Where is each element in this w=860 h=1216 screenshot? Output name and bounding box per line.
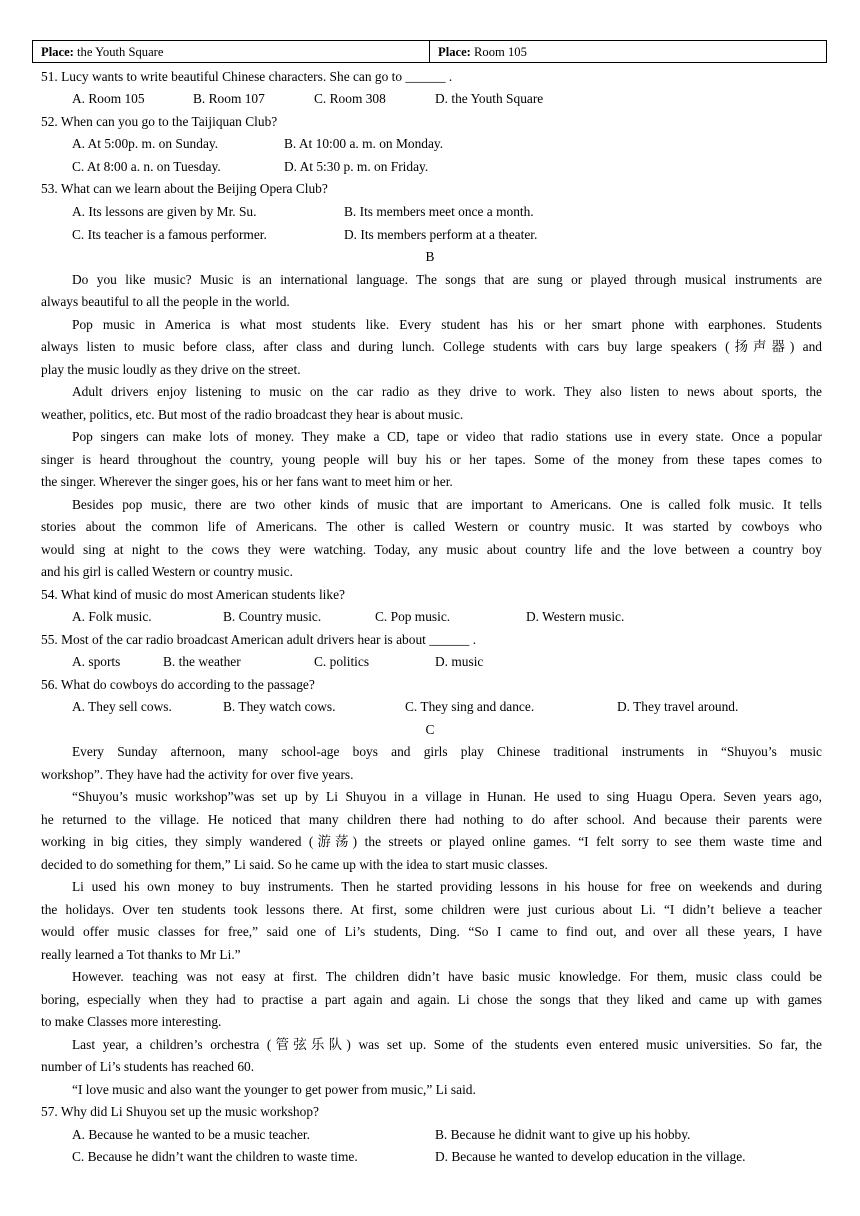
question-54-options: [0, 606, 860, 628]
passage-b-line: Adult drivers enjoy listening to music on the car radio as they drive to work. They also listen to news about sports, the: [72, 384, 822, 399]
option: A. Room 105: [72, 91, 145, 106]
question-52-options-row-1: [0, 133, 860, 155]
option: C. Room 308: [314, 91, 386, 106]
option: B. Country music.: [223, 609, 322, 624]
option: A. At 5:00p. m. on Sunday.: [72, 136, 219, 151]
question-55-options: [0, 651, 860, 673]
option: D. Its members perform at a theater.: [344, 227, 538, 242]
section-heading-c: C: [425, 722, 435, 737]
passage-c-line: Every Sunday afternoon, many school-age boys and girls play Chinese traditional instruments in “Shuyou’s music: [72, 744, 822, 759]
option: C. Pop music.: [375, 609, 451, 624]
passage-c-line: he returned to the village. He noticed that many children there had nothing to do after school. And because their parents were: [41, 812, 822, 827]
passage-b-line: always listen to music before class, after class and during lunch. College students with cars buy large speakers (扬声器) and: [41, 339, 822, 354]
option: B. They watch cows.: [223, 699, 336, 714]
option: D. the Youth Square: [435, 91, 544, 106]
option: D. They travel around.: [617, 699, 739, 714]
passage-b-line: Besides pop music, there are two other kinds of music that are important to Americans. One is called folk music. It tells: [72, 497, 822, 512]
option: A. They sell cows.: [72, 699, 172, 714]
option: B. the weather: [163, 654, 241, 669]
question-54-stem: 54. What kind of music do most American students like?: [41, 587, 345, 602]
passage-c-line: However. teaching was not easy at first. The children didn’t have basic music knowledge. For them, music class could be: [72, 969, 822, 984]
passage-b-line: and his girl is called Western or country music.: [41, 564, 293, 579]
option: B. At 10:00 a. m. on Monday.: [284, 136, 444, 151]
option: B. Its members meet once a month.: [344, 204, 534, 219]
passage-c-line: workshop”. They have had the activity for over five years.: [41, 767, 354, 782]
question-51-stem: 51. Lucy wants to write beautiful Chinese characters. She can go to ______ .: [41, 69, 453, 84]
passage-b-line: always beautiful to all the people in the world.: [41, 294, 290, 309]
option: C. They sing and dance.: [405, 699, 535, 714]
option: C. At 8:00 a. n. on Tuesday.: [72, 159, 221, 174]
passage-b-line: the singer. Wherever the singer goes, his or her fans want to meet him or her.: [41, 474, 453, 489]
passage-b-line: weather, politics, etc. But most of the radio broadcast they hear is about music.: [41, 407, 464, 422]
passage-c-line: boring, especially when they had to practise a part again and again. Li chose the songs that they liked and came up with games: [41, 992, 822, 1007]
passage-b-line: play the music loudly as they drive on the street.: [41, 362, 301, 377]
passage-c-line: would offer music classes for free,” said one of Li’s students, Ding. “So I came to find out, and over all these years, I have: [41, 924, 822, 939]
passage-c-line: really learned a Tot thanks to Mr Li.”: [41, 947, 241, 962]
option: D. Western music.: [526, 609, 625, 624]
question-56-options: [0, 696, 860, 718]
option: D. music: [435, 654, 484, 669]
place-table: [32, 40, 827, 63]
passage-c-line: to make Classes more interesting.: [41, 1014, 222, 1029]
question-51-options: [0, 88, 860, 110]
option: A. Folk music.: [72, 609, 152, 624]
option: C. Its teacher is a famous performer.: [72, 227, 267, 242]
passage-c-line: “I love music and also want the younger to get power from music,” Li said.: [72, 1082, 476, 1097]
passage-b-line: Pop singers can make lots of money. They make a CD, tape or video that radio stations use in every state. Once a popular: [72, 429, 822, 444]
question-55-stem: 55. Most of the car radio broadcast American adult drivers hear is about ______ .: [41, 632, 477, 647]
passage-b-line: would sing at night to the cows they were watching. Today, any music about country life and the love between a country boy: [41, 542, 822, 557]
passage-b-line: singer is heard throughout the country, young people will buy his or her tapes. Some of the money from these tapes comes to: [41, 452, 822, 467]
place-value: the Youth Square: [77, 45, 164, 59]
question-56-stem: 56. What do cowboys do according to the passage?: [41, 677, 315, 692]
passage-c-line: “Shuyou’s music workshop”was set up by Li Shuyou in a village in Hunan. He used to sing Huagu Opera. Seven years ago,: [72, 789, 822, 804]
option: B. Because he didnit want to give up his hobby.: [435, 1127, 691, 1142]
option: D. Because he wanted to develop education in the village.: [435, 1149, 746, 1164]
place-cell-right: [429, 41, 826, 62]
question-52-stem: 52. When can you go to the Taijiquan Club?: [41, 114, 278, 129]
question-57-options-row-2: [0, 1146, 860, 1168]
place-value: Room 105: [474, 45, 527, 59]
question-53-options-row-2: [0, 224, 860, 246]
place-label: Place:: [41, 45, 74, 59]
option: B. Room 107: [193, 91, 265, 106]
passage-b-line: Do you like music? Music is an international language. The songs that are sung or played through musical instruments are: [72, 272, 822, 287]
section-heading-b: B: [425, 249, 435, 264]
question-52-options-row-2: [0, 156, 860, 178]
option: C. Because he didn’t want the children to waste time.: [72, 1149, 358, 1164]
option: A. sports: [72, 654, 121, 669]
option: A. Because he wanted to be a music teacher.: [72, 1127, 310, 1142]
option: D. At 5:30 p. m. on Friday.: [284, 159, 429, 174]
passage-c-line: working in big cities, they simply wandered (游荡) the streets or played online games. “I felt sorry to see them waste time and: [41, 834, 822, 849]
question-53-stem: 53. What can we learn about the Beijing Opera Club?: [41, 181, 328, 196]
place-label: Place:: [438, 45, 471, 59]
passage-c-line: the holidays. Over ten students took lessons there. At first, some children were just curious about Li. “I didn’t believe a teacher: [41, 902, 822, 917]
passage-b-line: Pop music in America is what most students like. Every student has his or her smart phone with earphones. Students: [72, 317, 822, 332]
passage-c-line: Last year, a children’s orchestra (管弦乐队) was set up. Some of the students even entered music universities. So far, the: [72, 1037, 822, 1052]
option: A. Its lessons are given by Mr. Su.: [72, 204, 257, 219]
question-57-options-row-1: [0, 1124, 860, 1146]
passage-c-line: number of Li’s students has reached 60.: [41, 1059, 255, 1074]
passage-b-line: stories about the common life of Americans. The other is called Western or country music. It was started by cowboys who: [41, 519, 822, 534]
place-cell-left: [33, 41, 429, 62]
question-57-stem: 57. Why did Li Shuyou set up the music workshop?: [41, 1104, 319, 1119]
option: C. politics: [314, 654, 370, 669]
passage-c-line: Li used his own money to buy instruments. Then he started providing lessons in his house for free on weekends and during: [72, 879, 822, 894]
passage-c-line: decided to do something for them,” Li said. So he came up with the idea to start music classes.: [41, 857, 548, 872]
question-53-options-row-1: [0, 201, 860, 223]
